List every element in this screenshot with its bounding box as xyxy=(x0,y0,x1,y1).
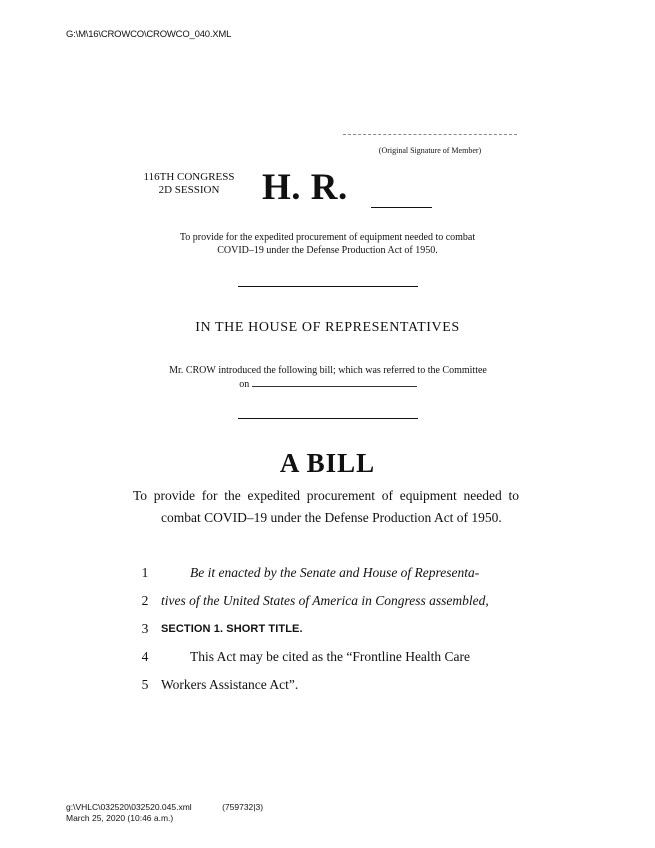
short-title-line-2: Workers Assistance Act”. xyxy=(161,677,299,692)
enacting-clause-line-1: Be it enacted by the Senate and House of Representa- xyxy=(190,565,480,580)
short-purpose xyxy=(140,231,515,257)
enacting-clause-line-2: tives of the United States of America in Congress assembled, xyxy=(161,593,489,608)
long-title: To provide for the expedited procurement of equipment needed to combat COVID–19 under the Defense Production Act of 1950. xyxy=(133,488,519,525)
short-title-line-1: This Act may be cited as the “Frontline Health Care xyxy=(190,649,471,664)
section-heading: SECTION 1. SHORT TITLE. xyxy=(161,623,303,635)
committee-on: on xyxy=(239,379,250,390)
line-number: 3 xyxy=(141,621,149,636)
committee-blank xyxy=(252,377,417,387)
file-path: G:\M\16\CROWCO\CROWCO_040.XML xyxy=(66,29,232,40)
chamber-heading: IN THE HOUSE OF REPRESENTATIVES xyxy=(195,320,460,335)
introduction xyxy=(133,364,523,391)
short-purpose-line-2: COVID–19 under the Defense Production Act of 1950. xyxy=(217,245,438,256)
line-number: 4 xyxy=(141,649,149,664)
bill-heading: A BILL xyxy=(279,448,376,478)
congress-session xyxy=(132,171,246,197)
footer xyxy=(66,802,263,824)
line-number: 5 xyxy=(141,677,149,692)
sponsor-name: CROW xyxy=(185,365,216,376)
footer-date: March 25, 2020 (10:46 a.m.) xyxy=(66,813,174,823)
signature-line xyxy=(343,134,517,135)
line-number: 2 xyxy=(141,593,149,608)
bill-number-blank xyxy=(371,207,432,208)
introduction-text: introduced the following bill; which was referred to the Committee xyxy=(218,365,487,376)
footer-path: g:\VHLC\032520\032520.045.xml xyxy=(66,802,192,812)
footer-job: (759732|3) xyxy=(222,802,264,812)
short-purpose-line-1: To provide for the expedited procurement of equipment needed to combat xyxy=(179,232,476,243)
session-number: 2D SESSION xyxy=(158,184,220,196)
signature-label: (Original Signature of Member) xyxy=(378,146,482,155)
bill-number: H. R. xyxy=(262,167,348,208)
sponsor-prefix: Mr. xyxy=(169,365,184,376)
congress-number: 116TH CONGRESS xyxy=(143,171,235,183)
line-number: 1 xyxy=(141,565,149,580)
divider-top xyxy=(238,286,418,287)
divider-bottom xyxy=(238,418,418,419)
